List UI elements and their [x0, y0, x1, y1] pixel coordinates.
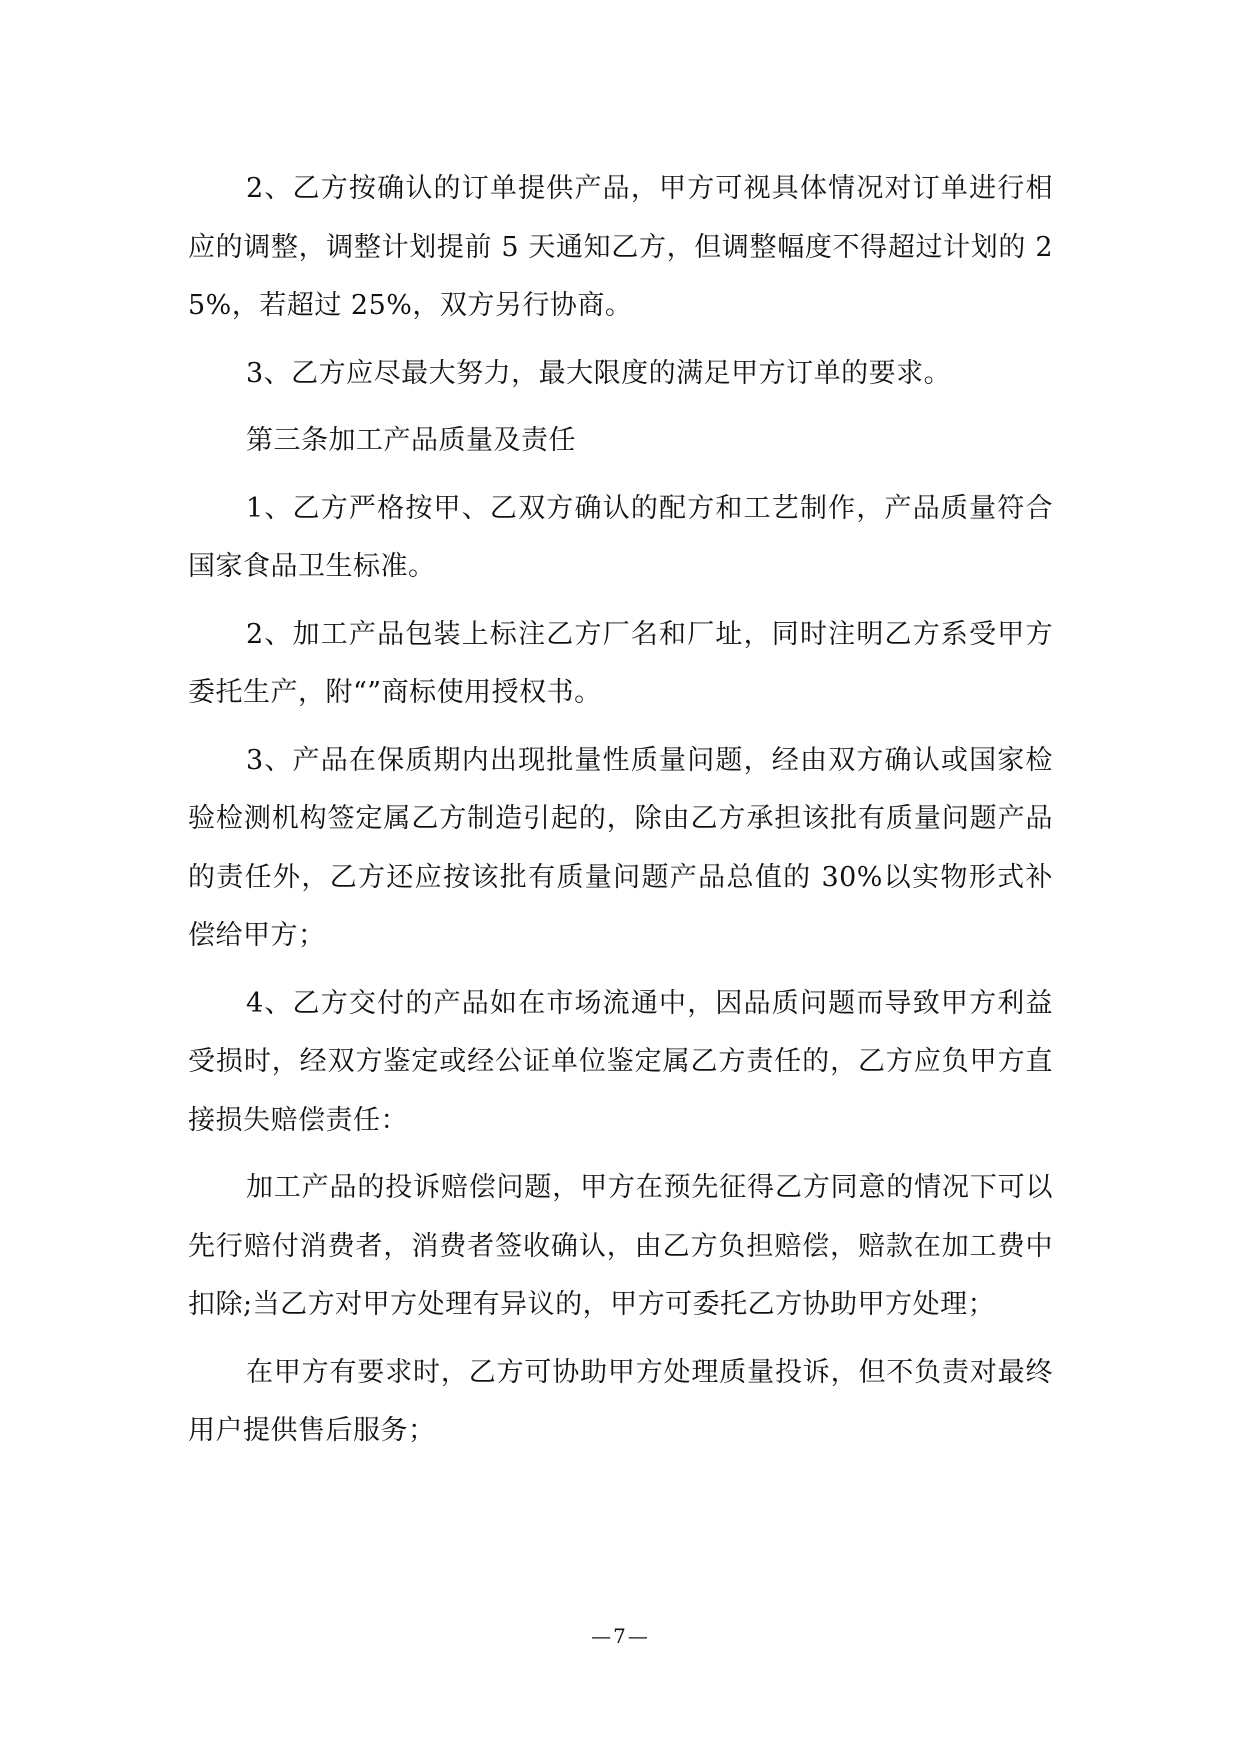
section-heading-quality: 第三条加工产品质量及责任 — [246, 425, 576, 456]
paragraph-after-sales: 在甲方有要求时，乙方可协助甲方处理质量投诉，但不负责对最终用户提供售后服务； — [188, 1356, 1053, 1446]
page-number: —7— — [591, 1624, 650, 1648]
paragraph-quality-standard: 1、乙方严格按甲、乙双方确认的配方和工艺制作，产品质量符合国家食品卫生标准。 — [188, 492, 1053, 582]
paragraph-batch-quality-issue: 3、产品在保质期内出现批量性质量问题，经由双方确认或国家检验检测机构签定属乙方制造引起的，除由乙方承担该批有质量问题产品的责任外，乙方还应按该批有质量问题产品总值的 30%以实物形式补偿给甲方； — [188, 744, 1053, 951]
paragraph-market-loss: 4、乙方交付的产品如在市场流通中，因品质问题而导致甲方利益受损时，经双方鉴定或经公证单位鉴定属乙方责任的，乙方应负甲方直接损失赔偿责任： — [188, 987, 1053, 1136]
paragraph-packaging-label: 2、加工产品包装上标注乙方厂名和厂址，同时注明乙方系受甲方委托生产，附“”商标使用授权书。 — [188, 618, 1053, 708]
document-body — [188, 160, 1053, 1470]
paragraph-order-adjustment: 2、乙方按确认的订单提供产品，甲方可视具体情况对订单进行相应的调整，调整计划提前 5 天通知乙方，但调整幅度不得超过计划的 25%，若超过 25%，双方另行协商。 — [188, 173, 1053, 321]
paragraph-order-effort: 3、乙方应尽最大努力，最大限度的满足甲方订单的要求。 — [246, 357, 952, 389]
paragraph-complaint-compensation: 加工产品的投诉赔偿问题，甲方在预先征得乙方同意的情况下可以先行赔付消费者，消费者签收确认，由乙方负担赔偿，赔款在加工费中扣除;当乙方对甲方处理有异议的，甲方可委托乙方协助甲方处理； — [188, 1172, 1053, 1320]
